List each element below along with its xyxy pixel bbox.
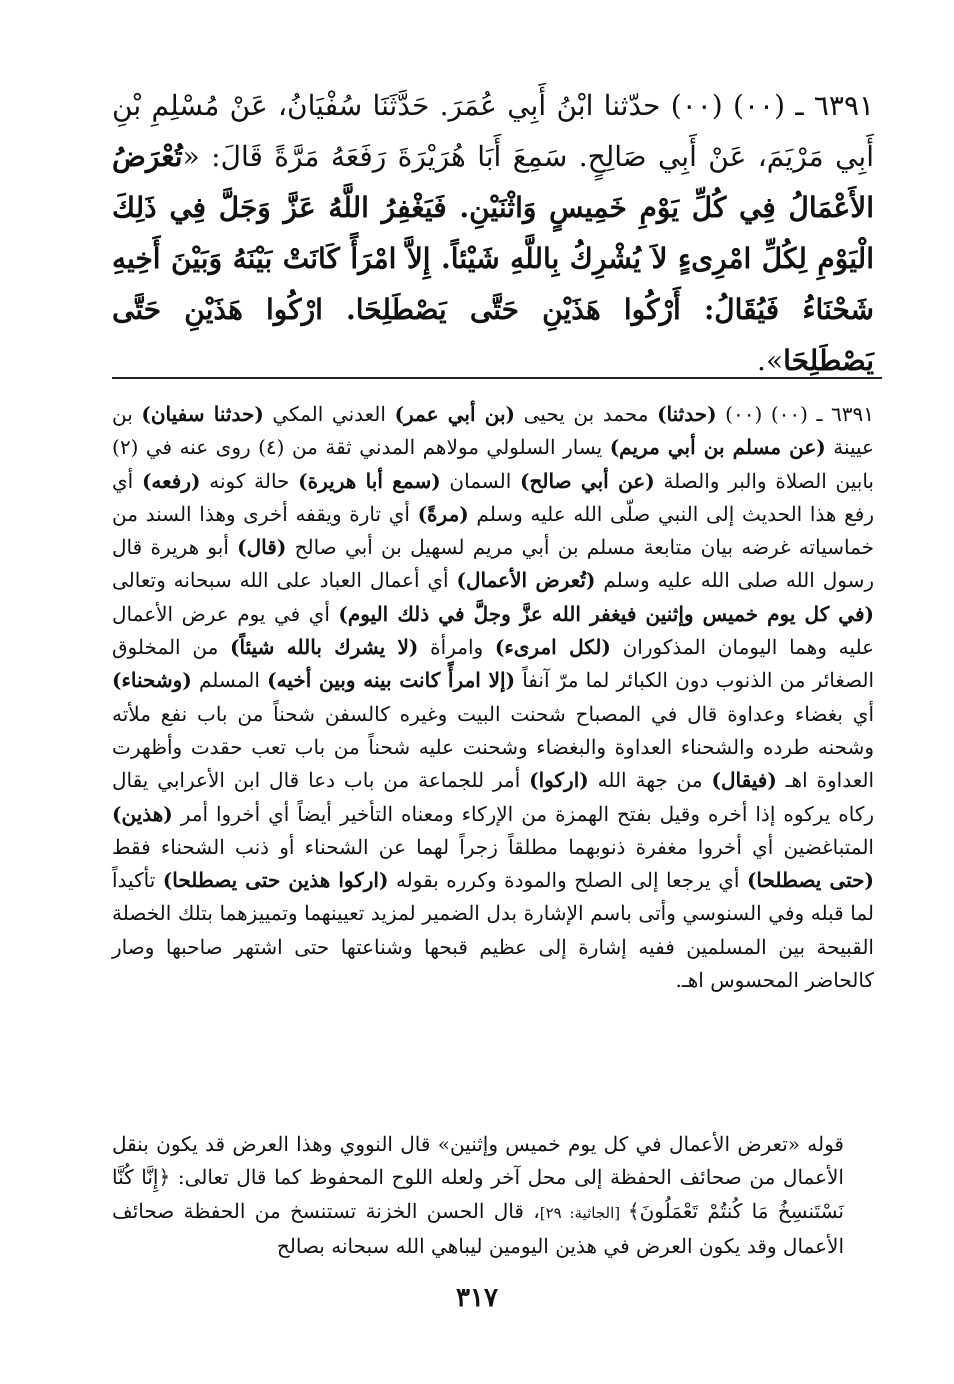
commentary-segment: بن عيينة (112, 402, 874, 460)
verse-reference: [الجاثية: ٢٩] (539, 1203, 628, 1222)
commentary-segment: أي يرجعا إلى الصلح والمودة وكرره بقوله (388, 868, 747, 893)
commentary-segment: أي أعمال العباد على الله سبحانه وتعالى (112, 568, 457, 593)
hadith-isnad: ٦٣٩١ ـ (٠٠) (٠٠) حدّثنا ابْنُ أَبِي عُمَرَ. حَدَّثَنَا سُفْيَانُ، عَنْ مُسْلِمِ بْنِ أَبِي مَرْيَمَ، عَنْ أَبِي صَالِحٍ. سَمِعَ أَبَا هُرَيْرَةَ رَفَعَهُ مَرَّةً قَالَ: « (112, 89, 875, 173)
commentary-segment: أي في يوم عرض الأعمال عليه وهما اليومان المذكوران (112, 601, 874, 660)
commentary-bold-segment: (رفعه) (141, 468, 201, 493)
page-number: ٣١٧ (456, 1283, 498, 1313)
commentary-segment: أمر للجماعة من باب دعا قال ابن الأعرابي يقال ركاه يركوه إذا أخره وقيل بفتح الهمزة من الإركاء ومعناه التأخير أيضاً أي أخروا أمر (112, 768, 874, 826)
commentary-bold-segment: (هذين) (112, 801, 173, 826)
commentary-segment: ٦٣٩١ ـ (٠٠) (٠٠) (716, 402, 874, 426)
commentary-bold-segment: (تُعرض الأعمال) (456, 568, 596, 593)
hadith-matn: تُعْرَضُ الأَعْمَالُ فِي كُلِّ يَوْمِ خَمِيسٍ وَاثْنَيْنِ. فَيَغْفِرُ اللَّهُ عَزَّ وَجَلَّ فِي ذَلِكَ الْيَوْمِ لِكُلِّ امْرِىءٍ لاَ يُشْرِكُ بِاللَّهِ شَيْئاً. إِلاَّ امْرَأً كَانَتْ بَيْنَهُ وَبَيْنَ أَخِيهِ شَحْنَاءُ فَيُقَالُ: أَرْكُوا هَذَيْنِ حَتَّى يَصْطَلِحَا. ارْكُوا هَذَيْنِ حَتَّى يَصْطَلِحَا (112, 140, 874, 377)
commentary-segment: من جهة الله (588, 768, 712, 793)
commentary-bold-segment: (حتى يصطلحا) (746, 868, 874, 893)
commentary-bold-segment: (اركوا) (529, 768, 589, 793)
quote-text-a: قوله «تعرض الأعمال في كل يوم خميس وإثنين» قال النووي وهذا العرض قد يكون بنقل الأعمال من صحائف الحفظة إلى محل آخر ولعله اللوح المحفوظ كما قال تعالى: (112, 1132, 844, 1190)
quote-text-b: ، قال الحسن الخزنة تستنسخ من الحفظة صحائف الأعمال وقد يكون العرض في هذين اليومين ليباهي الله سبحانه بصالح (112, 1198, 844, 1258)
commentary-bold-segment: (اركوا هذين حتى يصطلحا) (162, 868, 389, 893)
commentary-bold-segment: (قال) (237, 535, 287, 560)
commentary-bold-segment: (عن مسلم بن أبي مريم) (609, 435, 826, 460)
commentary-bold-segment: (سمع أبا هريرة) (298, 468, 441, 493)
commentary-bold-segment: (فيقال) (711, 768, 777, 793)
commentary-segment: أي رفع هذا الحديث إلى النبي صلّى الله عليه وسلم (112, 468, 874, 526)
commentary-segment: المتباغضين أي أخروا مغفرة ذنوبهما مطلقاً زجراً لهما عن الشحناء أو ذنب الشحناء فقط (112, 834, 874, 859)
commentary-segment: وامرأة (418, 635, 495, 660)
commentary-bold-segment: (بن أبي عمر) (394, 402, 516, 426)
commentary-bold-segment: (في كل يوم خميس وإثنين فيغفر الله عزَّ وجلَّ في ذلك اليوم) (338, 601, 874, 626)
quran-verse: ﴿إِنَّا كُنَّا نَسْتَنسِخُ مَا كُنتُمْ تَعْمَلُونَ﴾ (112, 1165, 844, 1223)
commentary-segment: أي تارة ويقفه أخرى وهذا السند من خماسياته غرضه بيان متابعة مسلم بن أبي مريم لسهيل بن أبي صالح (112, 501, 875, 560)
commentary-segment: تأكيداً لما قبله وفي السنوسي وأتى باسم الإشارة بدل الضمير لمزيد تعيينهما وتمييزهما بتلك الخصلة القبيحة بين المسلمين ففيه إشارة إلى عظيم قبحها وشناعتها حتى اشتهر صاحبها وصار كالحاضر المحسوس اهـ. (112, 868, 874, 993)
commentary-bold-segment: (لكل امرىء) (494, 635, 611, 660)
commentary-bold-segment: (لا يشرك بالله شيئاً) (230, 635, 419, 660)
commentary-bold-segment: (عن أبي صالح) (520, 468, 655, 493)
commentary-bold-segment: (وشحناء) (112, 668, 192, 693)
commentary-segment: من المخلوق الصغائر من الذنوب دون الكبائر لما مرّ آنفاً (112, 635, 874, 693)
hadith-close: ». (757, 344, 784, 377)
footnote-divider (112, 377, 882, 379)
commentary-bold-segment: (إلا امرأً كانت بينه وبين أخيه) (267, 668, 516, 693)
commentary-segment: حالة كونه (200, 468, 299, 493)
commentary-segment: السمان (440, 468, 521, 493)
commentary-text (112, 398, 874, 997)
commentary-bold-segment: (مرةً) (417, 501, 469, 526)
commentary-segment: يسار السلولي مولاهم المدني ثقة من (٤) روى عنه في (٢) بابين الصلاة والبر والصلة (112, 435, 874, 493)
commentary-quote-paragraph (112, 1128, 874, 1263)
commentary-segment: المسلم (191, 668, 268, 693)
commentary-segment: أبو هريرة قال رسول الله صلى الله عليه وسلم (112, 535, 874, 593)
hadith-text (112, 80, 874, 386)
commentary-bold-segment: (حدثنا سفيان) (141, 402, 264, 426)
commentary-segment: أي بغضاء وعداوة قال في المصباح شحنت البيت وغيره كالسفن شحناً من باب نفع ملأته وشحنه طرده والشحناء العداوة والبغضاء وشحنت عليه شحناً من باب تعب حقدت وأظهرت العداوة اهـ (112, 701, 875, 793)
commentary-segment: محمد بن يحيى (515, 402, 658, 426)
commentary-segment: العدني المكي (263, 402, 395, 426)
commentary-bold-segment: (حدثنا) (657, 402, 717, 426)
